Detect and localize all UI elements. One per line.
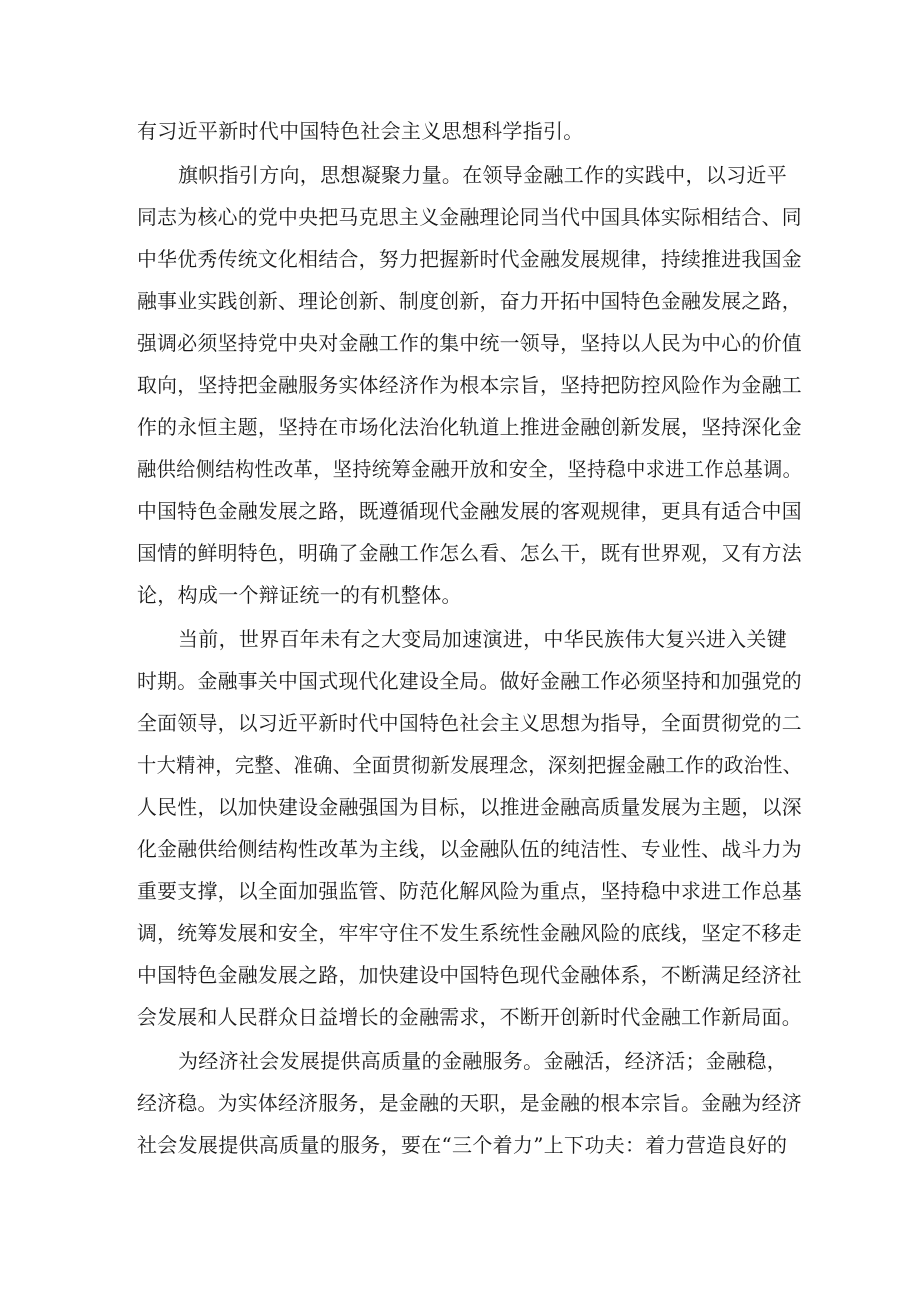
text-line: 经济稳。为实体经济服务，是金融的天职，是金融的根本宗旨。金融为经济: [137, 1091, 802, 1115]
text-line: 人民性，以加快建设金融强国为目标，以推进金融高质量发展为主题，以深: [137, 795, 802, 819]
text-line: 十大精神，完整、准确、全面贯彻新发展理念，深刻把握金融工作的政治性、: [137, 753, 803, 777]
text-line: 有习近平新时代中国特色社会主义思想科学指引。: [137, 119, 584, 143]
text-line: 融供给侧结构性改革，坚持统筹金融开放和安全，坚持稳中求进工作总基调。: [137, 457, 803, 481]
text-line: 融事业实践创新、理论创新、制度创新，奋力开拓中国特色金融发展之路，: [137, 289, 802, 313]
text-line: 取向，坚持把金融服务实体经济作为根本宗旨，坚持把防控风险作为金融工: [137, 373, 802, 397]
text-line: 同志为核心的党中央把马克思主义金融理论同当代中国具体实际相结合、同: [137, 205, 802, 229]
text-line: 论，构成一个辩证统一的有机整体。: [137, 583, 462, 607]
text-line: 国情的鲜明特色，明确了金融工作怎么看、怎么干，既有世界观，又有方法: [137, 541, 802, 565]
text-line: 全面领导，以习近平新时代中国特色社会主义思想为指导，全面贯彻党的二: [137, 711, 802, 735]
text-line: 调，统筹发展和安全，牢牢守住不发生系统性金融风险的底线，坚定不移走: [137, 921, 802, 945]
text-line: 时期。金融事关中国式现代化建设全局。做好金融工作必须坚持和加强党的: [137, 669, 802, 693]
text-line: 中华优秀传统文化相结合，努力把握新时代金融发展规律，持续推进我国金: [137, 247, 802, 271]
paragraph-first-line: 旗帜指引方向，思想凝聚力量。在领导金融工作的实践中，以习近平: [178, 163, 787, 187]
text-line: 化金融供给侧结构性改革为主线，以金融队伍的纯洁性、专业性、战斗力为: [137, 837, 802, 861]
text-line: 重要支撑，以全面加强监管、防范化解风险为重点，坚持稳中求进工作总基: [137, 879, 802, 903]
text-line: 中国特色金融发展之路，既遵循现代金融发展的客观规律，更具有适合中国: [137, 499, 802, 523]
text-line: 社会发展提供高质量的服务，要在“三个着力”上下功夫：着力营造良好的: [137, 1133, 788, 1157]
text-line: 中国特色金融发展之路，加快建设中国特色现代金融体系，不断满足经济社: [137, 963, 802, 987]
paragraph-first-line: 当前，世界百年未有之大变局加速演进，中华民族伟大复兴进入关键: [178, 627, 787, 651]
text-line: 强调必须坚持党中央对金融工作的集中统一领导，坚持以人民为中心的价值: [137, 331, 802, 355]
text-line: 作的永恒主题，坚持在市场化法治化轨道上推进金融创新发展，坚持深化金: [137, 415, 802, 439]
text-line: 会发展和人民群众日益增长的金融需求，不断开创新时代金融工作新局面。: [137, 1005, 802, 1029]
paragraph-first-line: 为经济社会发展提供高质量的金融服务。金融活，经济活；金融稳，: [178, 1049, 787, 1073]
